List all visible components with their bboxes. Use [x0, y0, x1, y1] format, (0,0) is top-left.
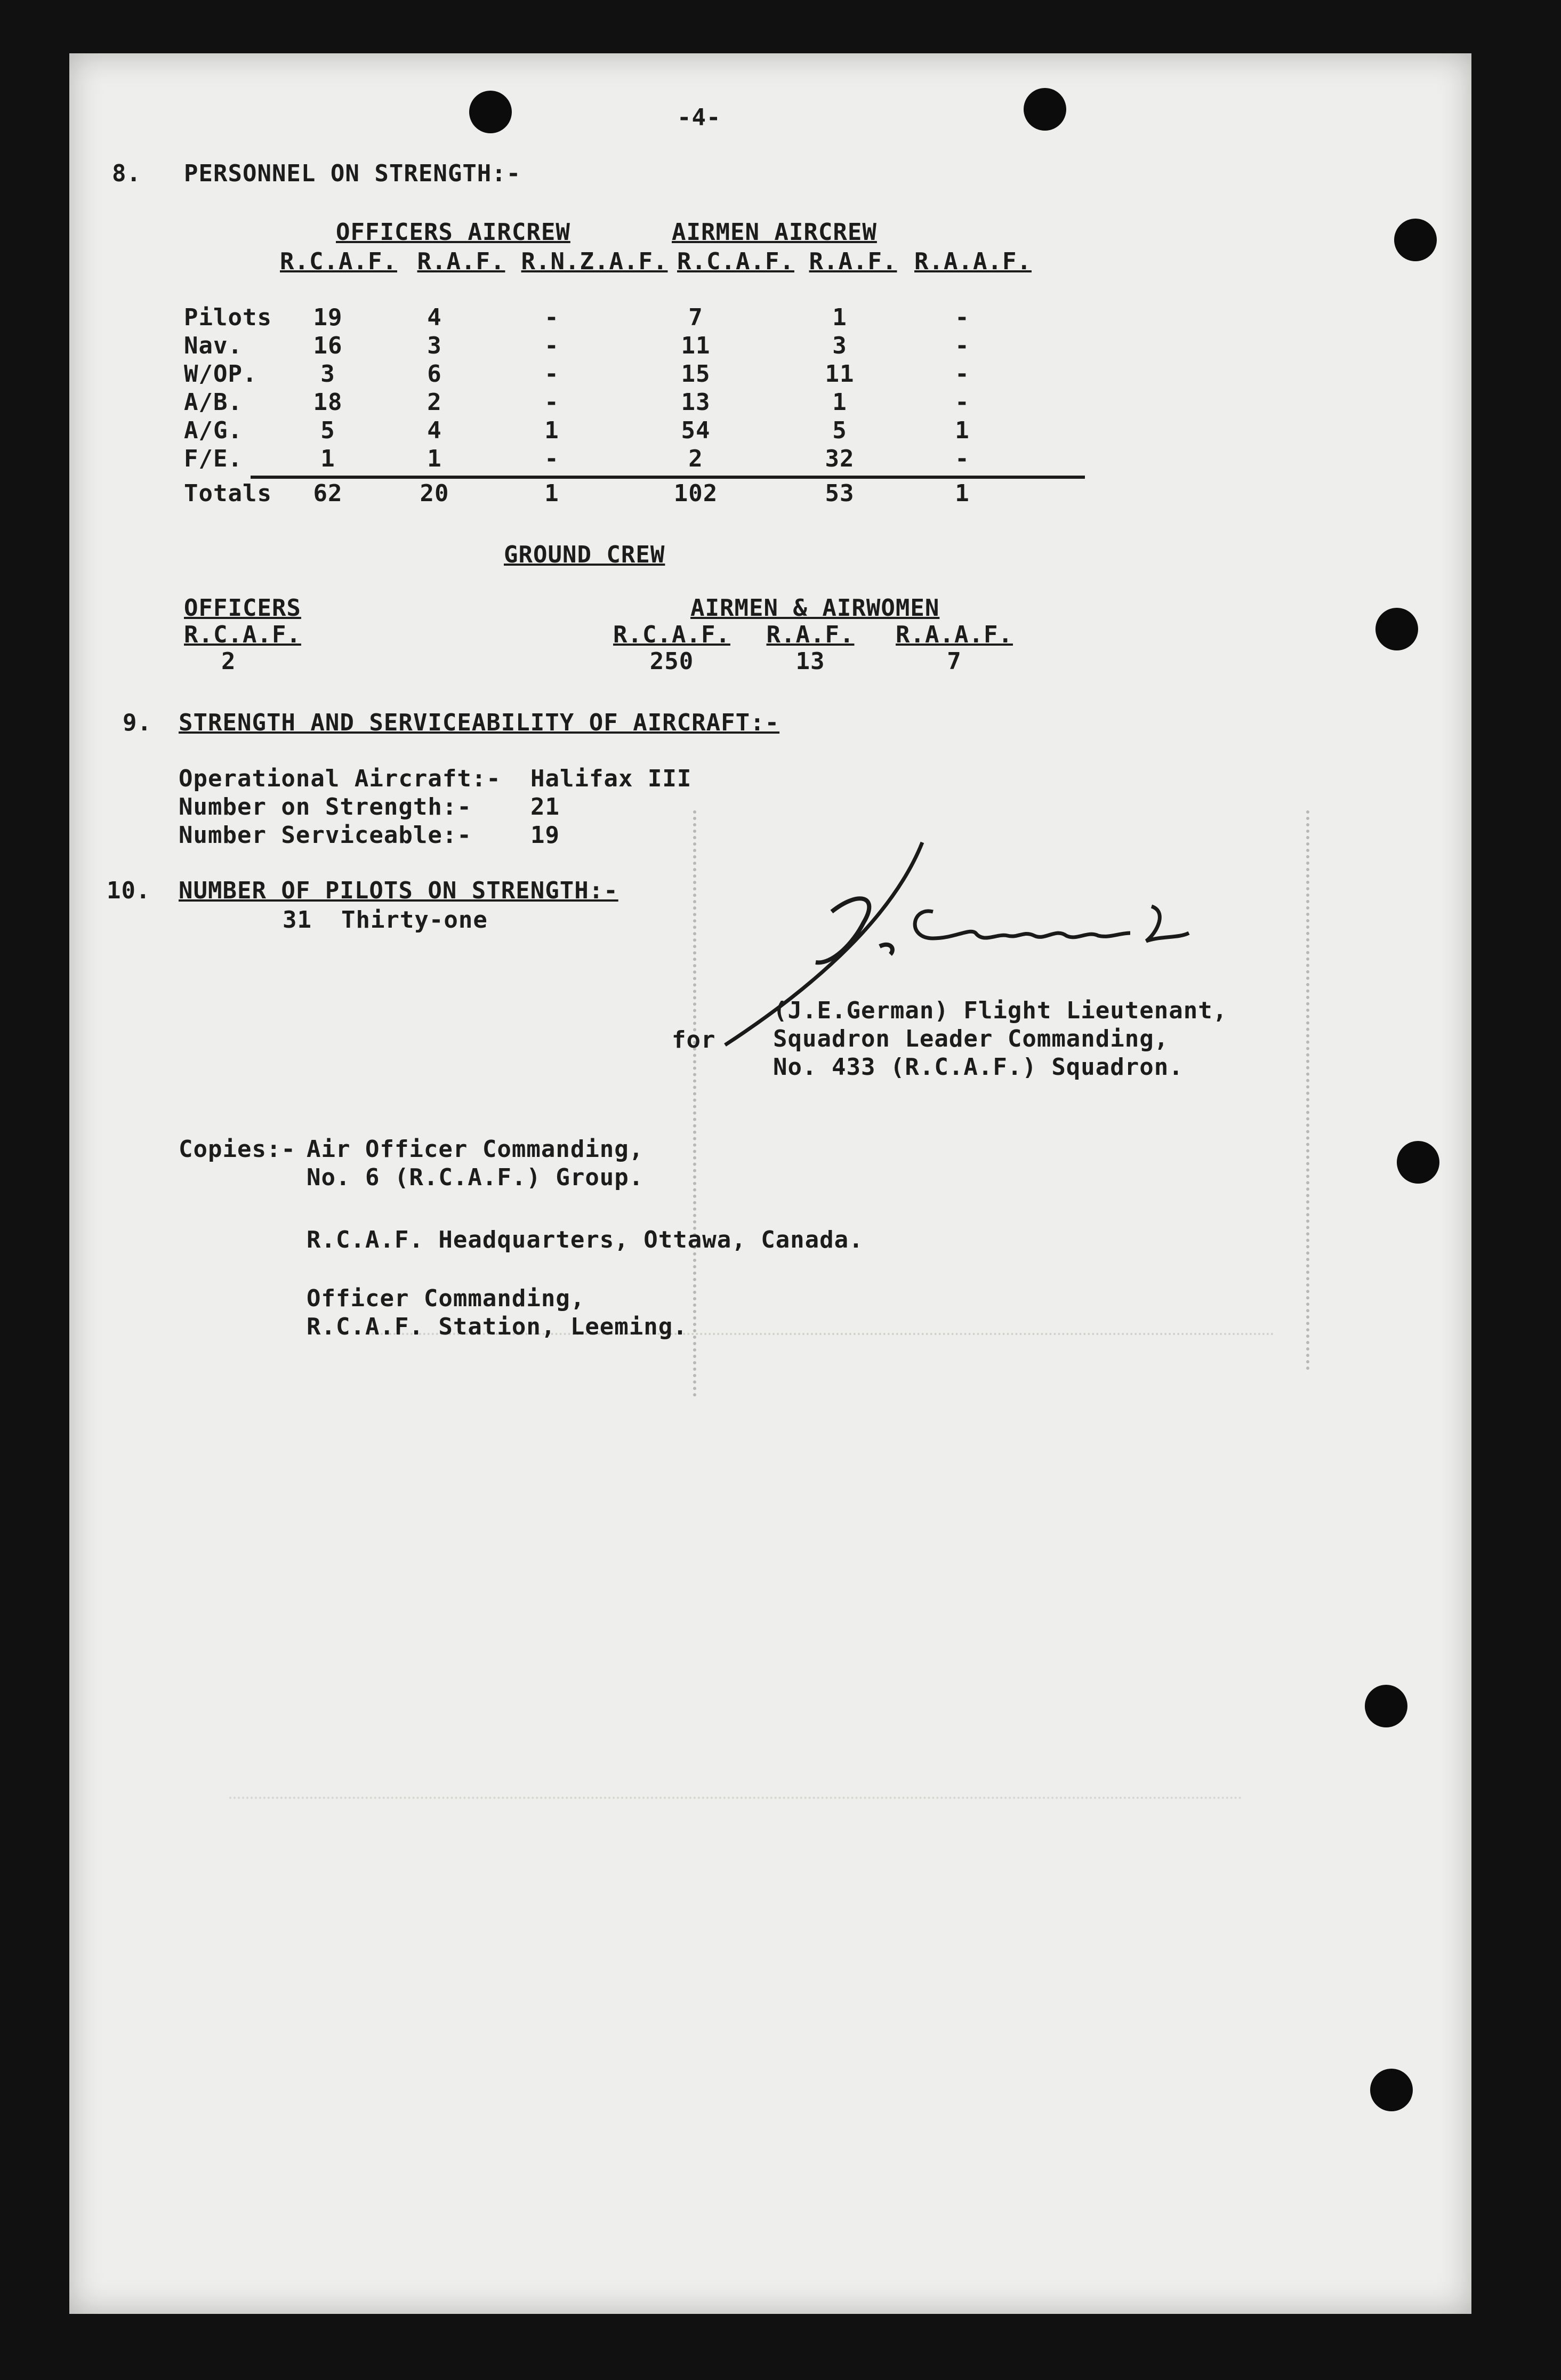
table-cell: 54 — [681, 417, 711, 444]
table-cell: - — [544, 445, 559, 472]
row-label: Nav. — [184, 332, 243, 359]
punch-hole — [1394, 219, 1437, 261]
punch-hole — [1365, 1685, 1407, 1727]
punch-hole — [1024, 88, 1066, 131]
ground-crew-heading: GROUND CREW — [504, 541, 665, 568]
section-10-heading: NUMBER OF PILOTS ON STRENGTH:- — [179, 877, 618, 904]
table-cell: 1 — [955, 417, 970, 444]
section-8-number: 8. — [112, 160, 141, 187]
row-label: W/OP. — [184, 360, 258, 388]
punch-hole — [1375, 608, 1418, 650]
aircraft-label: Number Serviceable:- — [179, 822, 472, 849]
page-number: -4- — [677, 104, 721, 131]
table-cell: - — [544, 332, 559, 359]
row-label: A/G. — [184, 417, 243, 444]
aircraft-value: 19 — [530, 822, 560, 849]
table-cell: 3 — [320, 360, 335, 388]
column-header: R.A.A.F. — [914, 248, 1032, 275]
row-label: Pilots — [184, 304, 272, 331]
table-cell: 1 — [544, 417, 559, 444]
table-cell: - — [544, 360, 559, 388]
copy-recipient: R.C.A.F. Headquarters, Ottawa, Canada. — [307, 1226, 864, 1253]
totals-cell: 1 — [544, 480, 559, 507]
table-cell: 5 — [832, 417, 847, 444]
aircraft-label: Operational Aircraft:- — [179, 765, 501, 792]
ground-officers-force: R.C.A.F. — [184, 621, 301, 648]
table-cell: 32 — [825, 445, 855, 472]
ground-airmen-column: R.C.A.F. — [613, 621, 730, 648]
table-cell: 3 — [427, 332, 442, 359]
ground-airmen-label: AIRMEN & AIRWOMEN — [690, 594, 940, 622]
aircraft-value: Halifax III — [530, 765, 692, 792]
signatory-position: Squadron Leader Commanding, — [773, 1025, 1169, 1052]
row-label: F/E. — [184, 445, 243, 472]
ground-airmen-column: R.A.A.F. — [896, 621, 1013, 648]
ground-officers-value: 2 — [221, 648, 236, 675]
table-cell: 1 — [832, 389, 847, 416]
airmen-aircrew-heading: AIRMEN AIRCREW — [672, 219, 877, 246]
totals-cell: 62 — [313, 480, 343, 507]
table-cell: - — [955, 389, 970, 416]
table-cell: 4 — [427, 304, 442, 331]
punch-hole — [469, 91, 512, 133]
section-10-number: 10. — [107, 877, 151, 904]
table-cell: 1 — [320, 445, 335, 472]
section-9-number: 9. — [123, 709, 152, 736]
totals-cell: 20 — [420, 480, 449, 507]
copies-label: Copies:- — [179, 1136, 296, 1163]
table-cell: - — [955, 445, 970, 472]
aircraft-label: Number on Strength:- — [179, 793, 472, 821]
totals-cell: 102 — [673, 480, 718, 507]
table-cell: 3 — [832, 332, 847, 359]
table-cell: 4 — [427, 417, 442, 444]
totals-label: Totals — [184, 480, 272, 507]
totals-cell: 1 — [955, 480, 970, 507]
table-cell: 5 — [320, 417, 335, 444]
ground-airmen-value: 7 — [947, 648, 962, 675]
table-cell: 11 — [825, 360, 855, 388]
for-label: for — [672, 1026, 716, 1054]
aircraft-value: 21 — [530, 793, 560, 821]
table-cell: 2 — [427, 389, 442, 416]
copy-recipient: Air Officer Commanding, — [307, 1136, 644, 1163]
ground-officers-label: OFFICERS — [184, 594, 301, 622]
column-header: R.A.F. — [809, 248, 897, 275]
row-label: A/B. — [184, 389, 243, 416]
column-header: R.C.A.F. — [280, 248, 397, 275]
table-cell: - — [955, 304, 970, 331]
ground-airmen-value: 250 — [649, 648, 694, 675]
table-cell: 1 — [832, 304, 847, 331]
copy-recipient: Officer Commanding, — [307, 1285, 585, 1312]
section-8-heading: PERSONNEL ON STRENGTH:- — [184, 160, 521, 187]
table-cell: - — [955, 360, 970, 388]
bleed-through-marks — [229, 1797, 1242, 1803]
totals-rule — [251, 476, 1085, 479]
table-cell: 18 — [313, 389, 343, 416]
punch-hole — [1397, 1141, 1439, 1184]
table-cell: - — [544, 389, 559, 416]
signatory-name-rank: (J.E.German) Flight Lieutenant, — [773, 997, 1228, 1024]
ground-airmen-column: R.A.F. — [766, 621, 855, 648]
table-cell: 15 — [681, 360, 711, 388]
table-cell: 16 — [313, 332, 343, 359]
section-9-heading: STRENGTH AND SERVICEABILITY OF AIRCRAFT:- — [179, 709, 780, 736]
signatory-unit: No. 433 (R.C.A.F.) Squadron. — [773, 1054, 1184, 1081]
table-cell: 11 — [681, 332, 711, 359]
table-cell: 7 — [688, 304, 703, 331]
table-cell: - — [955, 332, 970, 359]
column-header: R.C.A.F. — [677, 248, 794, 275]
table-cell: 2 — [688, 445, 703, 472]
table-cell: 13 — [681, 389, 711, 416]
document-page — [69, 53, 1471, 2314]
column-header: R.A.F. — [417, 248, 505, 275]
table-cell: - — [544, 304, 559, 331]
totals-cell: 53 — [825, 480, 855, 507]
column-header: R.N.Z.A.F. — [521, 248, 668, 275]
table-cell: 1 — [427, 445, 442, 472]
table-cell: 19 — [313, 304, 343, 331]
copy-recipient: R.C.A.F. Station, Leeming. — [307, 1313, 688, 1340]
pilots-count: 31 Thirty-one — [283, 906, 488, 934]
ground-airmen-value: 13 — [795, 648, 825, 675]
table-cell: 6 — [427, 360, 442, 388]
punch-hole — [1370, 2069, 1413, 2111]
bleed-through-marks — [1306, 810, 1315, 1370]
copy-recipient: No. 6 (R.C.A.F.) Group. — [307, 1164, 644, 1191]
officers-aircrew-heading: OFFICERS AIRCREW — [336, 219, 570, 246]
